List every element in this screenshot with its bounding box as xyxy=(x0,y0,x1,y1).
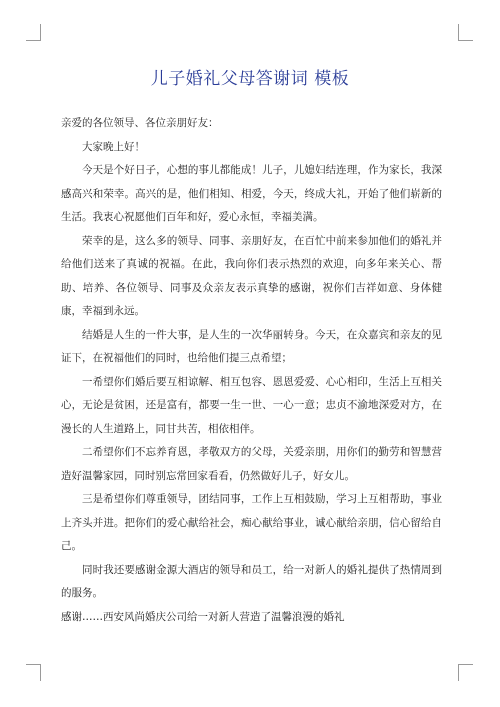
crop-mark-bottom-right xyxy=(458,664,473,681)
paragraph-thanks-hotel: 同时我还要感谢金源大酒店的领导和员工，给一对新人的婚礼提供了热情周到的服务。 xyxy=(61,563,442,599)
crop-mark-bottom-left xyxy=(26,664,41,681)
paragraph-hope-two: 二希望你们不忘养育恩，孝敬双方的父母，关爱亲朋，用你们的勤劳和智慧营造好温馨家园，同时别忘常回家看看，仍然做好儿子，好女儿。 xyxy=(61,446,442,482)
paragraph-hope-one: 一希望你们婚后要互相谅解、相互包容、恩恩爱爱、心心相印，生活上互相关心，无论是贫困，还是富有，都要一生一世、一心一意；忠贞不渝地深爱对方，在漫长的人生道路上，同甘共苦，相依相伴。 xyxy=(61,375,442,435)
paragraph-thanks-guests: 荣幸的是，这么多的领导、同事、亲朋好友，在百忙中前来参加他们的婚礼并给他们送来了真诚的祝福。在此，我向你们表示热烈的欢迎，向多年来关心、帮助、培养、各位领导、同事及众亲友表示真挚的感谢，祝你们吉祥如意、身体健康，幸福到永远。 xyxy=(61,234,442,317)
paragraph-salutation: 亲爱的各位领导、各位亲朋好友： xyxy=(61,117,219,129)
paragraph-thanks-wedding-company: 感谢……西安风尚婚庆公司给一对新人营造了温馨浪漫的婚礼 xyxy=(61,610,345,623)
crop-mark-top-left xyxy=(26,24,41,41)
document-body xyxy=(61,112,442,629)
paragraph-marriage: 结婚是人生的一件大事，是人生的一次华丽转身。今天，在众嘉宾和亲友的见证下，在祝福他们的同时，也给他们提三点希望； xyxy=(61,328,442,364)
paragraph-hope-three: 三是希望你们尊重领导，团结同事，工作上互相鼓励，学习上互相帮助，事业上齐头并进。把你们的爱心献给社会，痴心献给事业，诚心献给亲朋，信心留给自己。 xyxy=(61,493,442,552)
paragraph-opening: 今天是个好日子，心想的事儿都能成！儿子，儿媳妇结连理，作为家长，我深感高兴和荣幸。高兴的是，他们相知、相爱，今天，终成大礼，开始了他们崭新的生活。我衷心祝愿他们百年和好，爱心永恒，幸福美满。 xyxy=(61,164,442,223)
document-title: 儿子婚礼父母答谢词 模板 xyxy=(150,69,350,89)
crop-mark-top-right xyxy=(458,24,473,41)
paragraph-greeting: 大家晚上好！ xyxy=(82,140,145,153)
